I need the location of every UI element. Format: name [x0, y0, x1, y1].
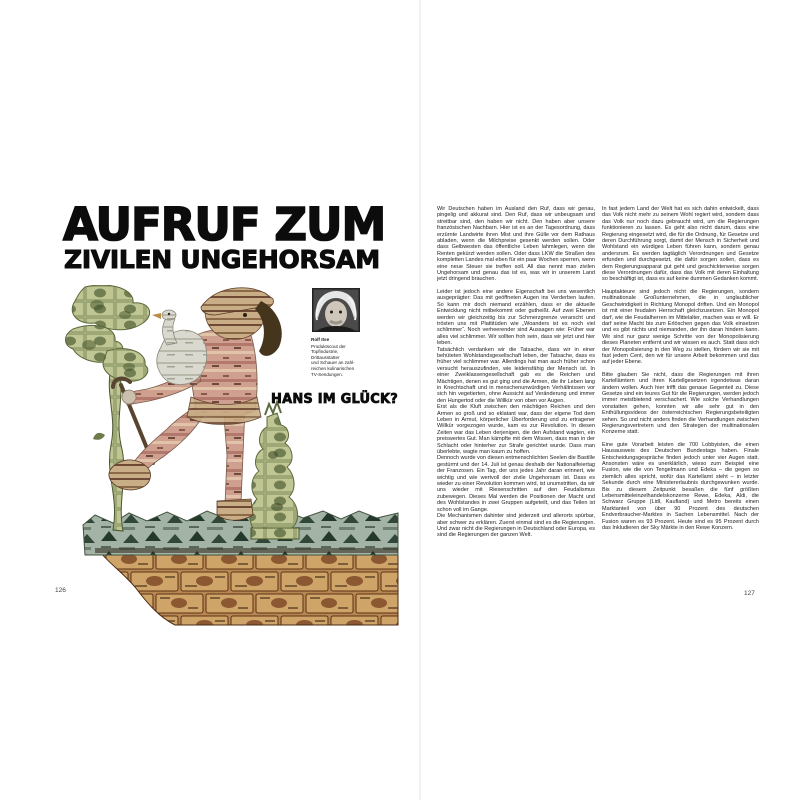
portrait-caption	[311, 337, 377, 377]
headline-line2: ZIVILEN UNGEHORSAM	[64, 245, 380, 274]
paragraph: Tatsächlich verdanken wir die Tatsache, dass wir in einer behüteten Wohlstandsgesellschaft leben, der Tatsache, dass es früher viel schlimmer war. Allerdings hat man auch früher schon versucht herauszufinden, wie leidensfähig der Mensch ist. In einer Zweiklassengesellschaft gab es die Reichen und Mächtigen, denen es gut ging und die Armen, die ihr Leben lang in Knechtschaft und in menschenunwürdigen Verhältnissen vor sich hin vegetierten, ohne Aussicht auf Veränderung und immer den Hungertod oder die Willkür von oben vor Augen.	[437, 346, 595, 404]
paragraph: Erst als die Kluft zwischen den mächtigen Reichen und den Armen so groß und so eklatant war, dass der eigene Tod dem Leben in Armut, körperlicher Überforderung und zu ertragener Willkür vorgezogen wurde, kam es zur Revolution. In diesen Zeiten war das Leben derjenigen, die den Aufstand wagten, ein preiswertes Gut. Man kämpfte mit dem Wissen, dass man in der Schlacht oder hinterher zur Strafe gerichtet wurde. Dass man überlebte, wagte man kaum zu hoffen.	[437, 404, 595, 456]
paragraph: In fast jedem Land der Welt hat es sich dahin entwickelt, dass das Volk nicht mehr zu seinem Wohl regiert wird, sondern dass das Volk nur noch dazu gebraucht wird, um die Regierungen funktionieren zu lassen. Es geht also nicht darum, dass eine Regierung eingesetzt wird, die für die Ordnung, für Gesetze und deren Durchführung sorgt, damit der Mensch in Sicherheit und Wohlstand ein würdiges Leben führen kann, sondern genau andersrum. Es werden tagtäglich Verordnungen und Gesetze erfunden und durchgesetzt, die dafür sorgen sollen, dass es dem Regierungsapparat gut geht und geschickterweise sorgen diese Verordnungen dafür, dass das Volk mit deren Einhaltung so beschäftigt ist, dass es auf keine dummen Gedanken kommt.	[602, 206, 759, 283]
paragraph: Wir Deutschen haben im Ausland den Ruf, dass wir genau, pingelig und akkurat sind. Den Ruf, dass wir unbeugsam und streitbar sind, den haben wir nicht. Den haben aber unsere französischen Nachbarn. Hier ist es an der Tagesordnung, dass erzürnte Landwirte ihren Mist und ihre Gülle vor dem Rathaus abladen, wenn die Milchpreise gesenkt werden sollen. Oder dass Gelbwesten das öffentliche Leben lahmlegen, wenn die Renten gekürzt werden sollen. Oder dass LKW die Straßen des kompletten Landes mal eben für ein paar Wochen sperren, wenn eine neue Steuer sie treffen soll. All das nennt man zivilen Ungehorsam und genau das ist es, was wir in unserem Land jetzt dringend brauchen.	[437, 206, 595, 283]
caption-line: und Schauer an zahl-	[311, 360, 355, 366]
paragraph: Bitte glauben Sie nicht, dass die Regierungen mit ihren Kartellämtern und ihren Kartellgesetzen irgendetwas daran ändern wollen. Auch hier trifft das genaue Gegenteil zu. Diese Gesetze sind ein teures Gut für die Regierungen, werden jedoch immer meistbietend verschachert. Wie solche Verhandlungen vonstatten gehen, konnten wir alle sehr gut in den Enthüllungsvideos der österreichischen Regierungsbeteiligten sehen. So und nicht anders finden die Verhandlungen zwischen Regierungsvertretern und den Strategen der multinationalen Konzerne statt.	[602, 371, 759, 436]
headline-line1: AUFRUF ZUM	[63, 198, 386, 251]
page-gutter	[419, 0, 421, 800]
paragraph: Die Mechanismen dahinter sind jederzeit und allerorts spürbar, aber schwer zu erklären. Zuerst einmal sind es die Regierungen. Und zwar nicht die Regierungen in Deutschland oder Europa, es sind die Regierungen der ganzen Welt.	[437, 513, 595, 539]
money-cliff	[83, 510, 398, 625]
paragraph: Leider ist jedoch eine andere Eigenschaft bei uns wesentlich ausgeprägter: Das mit geöffneten Augen ins Verderben laufen. So kann mir doch niemand erzählen, dass er die aktuelle Entwicklung nicht mitbekommt oder gutheißt. Auf zwei Ebenen werden wir gleichzeitig bis zur Schmerzgrenze verarscht und trösten uns mit Plattitüden wie „Woanders ist es noch viel schlimmer“. Noch verheerender sind Aussagen wie: Früher war alles viel schlimmer. Wir sollten froh sein, dass wir jetzt und hier leben.	[437, 288, 595, 347]
liberty-statue-of-money	[250, 402, 299, 539]
left-page-number: 126	[55, 587, 66, 594]
money-tree	[66, 285, 150, 531]
caption-line: Rolf Itse	[311, 337, 330, 342]
article-column-2	[602, 206, 759, 538]
goose	[152, 310, 207, 385]
caption-line: reichen kulinarischen	[311, 365, 355, 371]
paragraph: Eine gute Vorarbeit leisten die 700 Lobbyisten, die einen Hausausweis des Deutschen Bundestags haben. Finale Entscheidungsgespräche finden jedoch unter vier Augen statt. Ansonsten wäre es unerklärlich, wieso zum Beispiel eine Fusion, wie die von Tengelmann und Edeka – die gegen so ziemlich alles spricht, wofür das Kartellamt steht – in letzter Sekunde durch eine Ministererlaubnis durchgewunken wurde. Bis zu diesem Zeitpunkt besaßen die fünf größten Lebensmitteleinzelhandelskonzerne Rewe, Edeka, Aldi, die Schwarz Gruppe (Lidl, Kaufland) und Metro bereits einen Marktanteil von über 90 Prozent des deutschen Endverbraucher-Marktes in Sachen Lebensmittel. Nach der Fusion waren es 93 Prozent. Heute sind es 95 Prozent durch das Inkludieren der Sky Märkte in den Rewe Konzern.	[602, 441, 759, 532]
right-page-number: 127	[744, 590, 755, 597]
paragraph: Dennoch wurde von diesen entmenschlichten Seelen die Bastille gestürmt und der 14. Juli ist genau deshalb der Nationalfeiertag der Franzosen. Ein Tag, der uns jedes Jahr daran erinnert, wie wichtig und wie wertvoll der zivile Ungehorsam ist. Dass es wieder zu einer Revolution kommen wird, ist unumstritten, da wir uns wieder mit Riesenschritten auf den Feudalismus zubewegen. Dieses Mal werden die Positionen der Macht und des Wohlstandes in zwei Gruppen aufgeteilt, und das Teilen ist schon voll im Gange.	[437, 455, 595, 513]
article-column-1	[437, 206, 595, 539]
caption-line: Topfindustrie,	[311, 349, 339, 355]
caption-line: TV-Sendungen.	[311, 371, 343, 377]
author-portrait-photo	[312, 288, 360, 332]
caption-line: Drittausstatter	[311, 354, 340, 360]
paragraph: Hauptakteure sind jedoch nicht die Regierungen, sondern multinationale Großunternehmen, die in unglaublicher Geschwindigkeit in Richtung Monopol driften. Und ein Monopol ist mit einer feudalen Herrschaft gleichzusetzen. Ein Monopol darf, wie die Feudalherren im Mittelalter, machen was er will. Er darf seine Macht bis zum Erlöschen gegen das Volk einsetzen und es gibt nichts und niemanden, der ihn daran hindern kann. Wir sind nur ganz wenige Schritte von der Monopolisierung dieses Planeten entfernt und wir wissen es auch. Statt dass sich der Monopolisierung in den Weg zu stellen, fördern wir sie mit fast jedem Cent, den wir für unsere Arbeit bekommen und das auf jeder Ebene.	[602, 288, 759, 366]
caption-line: Produktscout der	[311, 343, 346, 349]
hand	[122, 390, 136, 404]
kicker-title: HANS IM GLÜCK?	[271, 392, 399, 407]
